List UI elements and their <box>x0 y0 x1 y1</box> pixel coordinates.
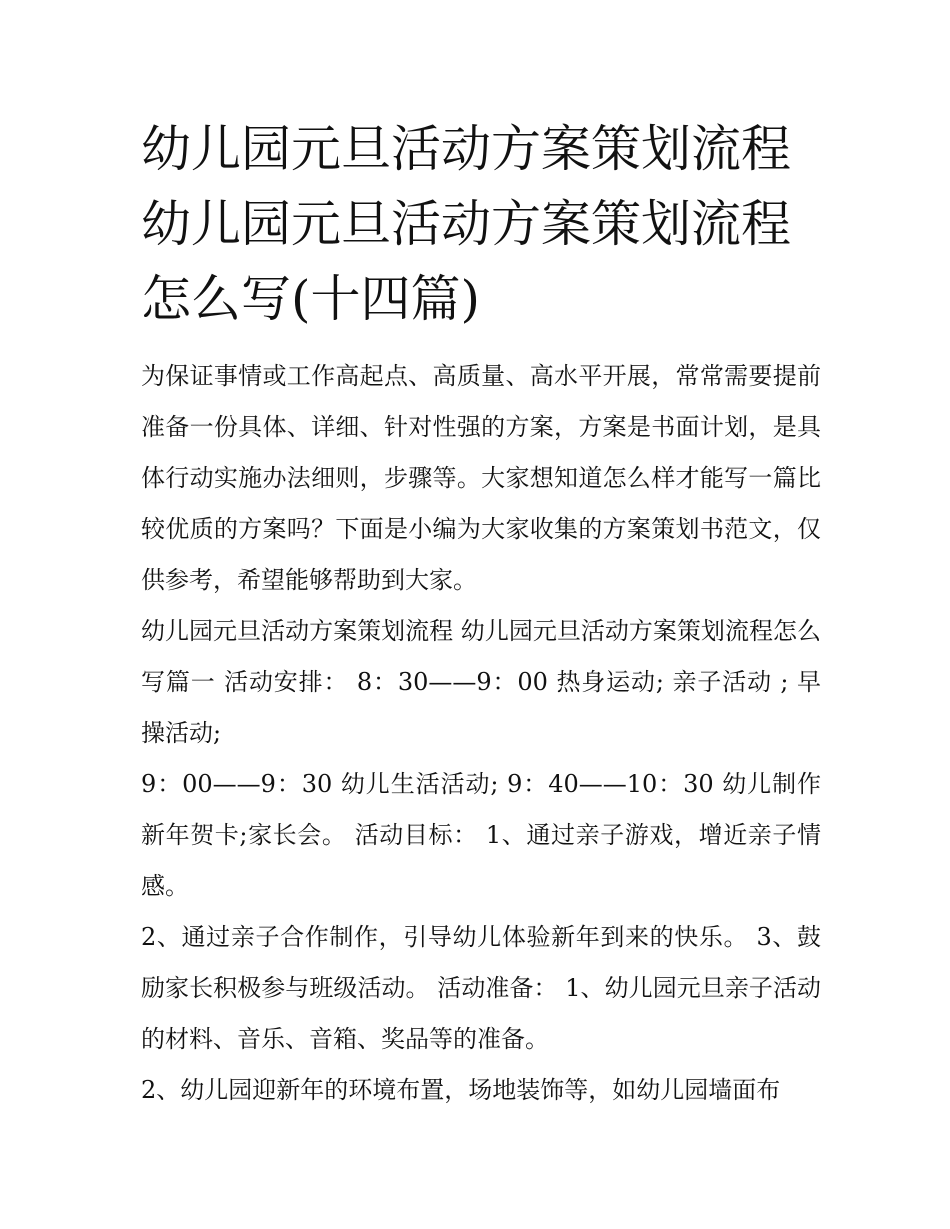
paragraph-preparation: 2、幼儿园迎新年的环境布置，场地装饰等，如幼儿园墙面布 <box>141 1076 781 1104</box>
paragraph-goals: 2、通过亲子合作制作，引导幼儿体验新年到来的快乐。 3、鼓励家长积极参与班级活动。 活动准备： 1、幼儿园元旦亲子活动的材料、音乐、音箱、奖品等的准备。 <box>141 923 821 1053</box>
paragraph-schedule-continued: 9：00——9：30 幼儿生活活动; 9：40——10：30 幼儿制作新年贺卡;家长会。 活动目标： 1、通过亲子游戏，增近亲子情感。 <box>141 770 821 900</box>
paragraph-intro: 为保证事情或工作高起点、高质量、高水平开展，常常需要提前准备一份具体、详细、针对性强的方案，方案是书面计划，是具体行动实施办法细则，步骤等。大家想知道怎么样才能写一篇比较优质的方案吗？下面是小编为大家收集的方案策划书范文，仅供参考，希望能够帮助到大家。 <box>141 362 821 594</box>
document-page <box>141 112 821 1116</box>
paragraph-schedule: 幼儿园元旦活动方案策划流程 幼儿园元旦活动方案策划流程怎么写篇一 活动安排： 8：30——9：00 热身运动; 亲子活动 ; 早操活动; <box>141 617 821 747</box>
document-title: 幼儿园元旦活动方案策划流程 幼儿园元旦活动方案策划流程怎么写(十四篇) <box>141 120 791 328</box>
